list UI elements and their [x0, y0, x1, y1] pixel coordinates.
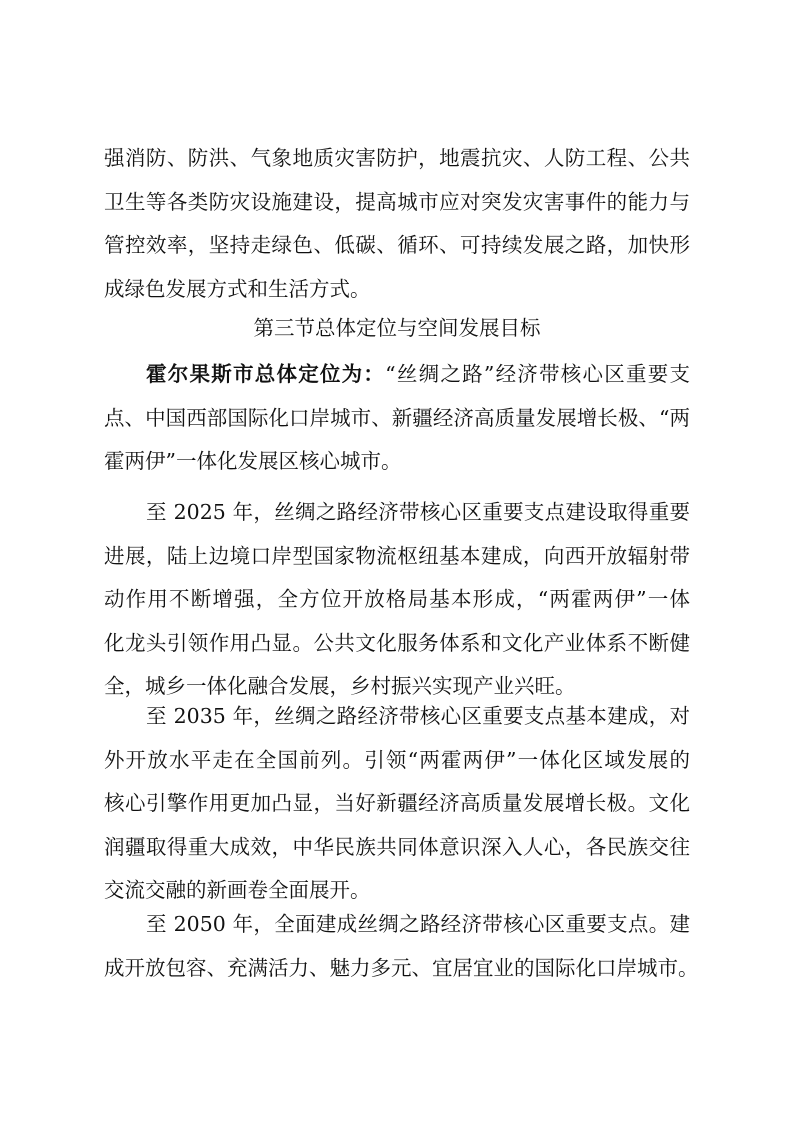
goal-2035-line-5: 交流交融的新画卷全面展开。	[104, 878, 371, 902]
goal-2025-line-5: 全，城乡一体化融合发展，乡村振兴实现产业兴旺。	[104, 674, 576, 698]
positioning-line-1-rest: “丝绸之路”经济带核心区重要支	[385, 362, 690, 386]
goal-2035-line-1: 至 2035 年，丝绸之路经济带核心区重要支点基本建成，对	[146, 704, 690, 728]
intro-line-1: 强消防、防洪、气象地质灾害防护，地震抗灾、人防工程、公共	[104, 146, 690, 170]
positioning-line-1	[146, 354, 690, 394]
goal-2050-line-2: 成开放包容、充满活力、魅力多元、宜居宜业的国际化口岸城市。	[104, 956, 699, 980]
intro-line-2: 卫生等各类防灾设施建设，提高城市应对突发灾害事件的能力与	[104, 190, 690, 214]
intro-line-4: 成绿色发展方式和生活方式。	[104, 277, 371, 301]
positioning-line-2: 点、中国西部国际化口岸城市、新疆经济高质量发展增长极、“两	[104, 406, 690, 430]
goal-2035-line-3: 核心引擎作用更加凸显，当好新疆经济高质量发展增长极。文化	[104, 791, 690, 815]
positioning-lead: 霍尔果斯市总体定位为：	[146, 362, 386, 386]
intro-line-3: 管控效率，坚持走绿色、低碳、循环、可持续发展之路，加快形	[104, 233, 690, 257]
goal-2050-line-1: 至 2050 年，全面建成丝绸之路经济带核心区重要支点。建	[146, 912, 690, 936]
goal-2025-line-2: 进展，陆上边境口岸型国家物流枢纽基本建成，向西开放辐射带	[104, 544, 690, 568]
goal-2035-line-4: 润疆取得重大成效，中华民族共同体意识深入人心，各民族交往	[104, 835, 690, 859]
section-heading: 第三节总体定位与空间发展目标	[253, 316, 541, 340]
goal-2025-line-1: 至 2025 年，丝绸之路经济带核心区重要支点建设取得重要	[146, 500, 690, 524]
goal-2025-line-3: 动作用不断增强，全方位开放格局基本形成，“两霍两伊”一体	[104, 587, 690, 611]
goal-2035-line-2: 外开放水平走在全国前列。引领“两霍两伊”一体化区域发展的	[104, 748, 690, 772]
goal-2025-line-4: 化龙头引领作用凸显。公共文化服务体系和文化产业体系不断健	[104, 631, 690, 655]
positioning-line-3: 霍两伊”一体化发展区核心城市。	[104, 449, 402, 473]
